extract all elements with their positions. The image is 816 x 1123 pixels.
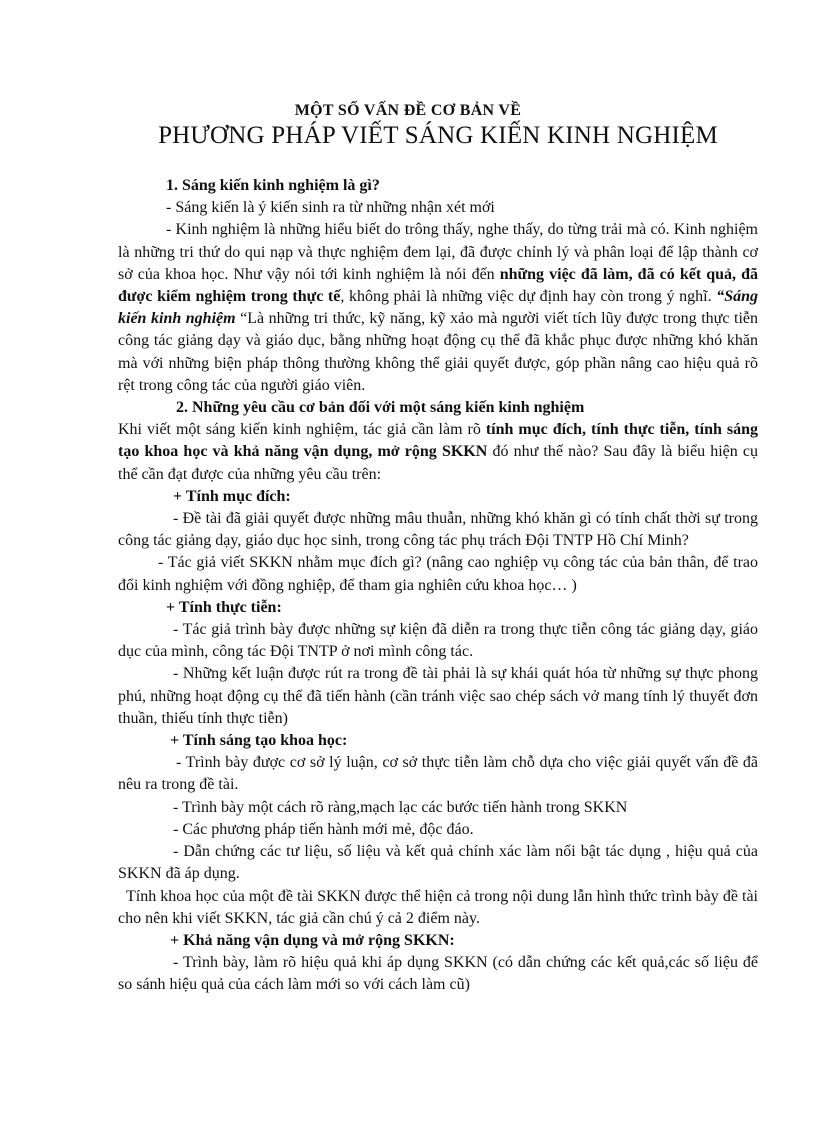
paragraph: Tính khoa học của một đề tài SKKN được thể hiện cả trong nội dung lẫn hình thức trình bày đề tài cho nên khi viết SKKN, tác giả cần chú ý cả 2 điểm này. (118, 887, 758, 927)
bold-italic-text: “Sáng kiến kinh nghiệm (118, 288, 758, 328)
criterion-heading: + Tính sáng tạo khoa học: (170, 732, 348, 750)
document-body (118, 175, 758, 997)
paragraph: - Dẫn chứng các tư liệu, số liệu và kết quả chính xác làm nổi bật tác dụng , hiệu quả của SKKN đã áp dụng. (118, 843, 758, 883)
paragraph: - Tác giả viết SKKN nhằm mục đích gì? (nâng cao nghiệp vụ công tác của bản thân, để trao đổi kinh nghiệm với đồng nghiệp, để tham gia nghiên cứu khoa học… ) (118, 554, 758, 594)
paragraph: - Tác giả trình bày được những sự kiện đã diễn ra trong thực tiễn công tác giảng dạy, giáo dục của mình, công tác Đội TNTP ở nơi mình công tác. (118, 621, 758, 661)
document-subtitle: MỘT SỐ VẤN ĐỀ CƠ BẢN VỀ (294, 102, 522, 119)
paragraph: - Sáng kiến là ý kiến sinh ra từ những nhận xét mới (166, 199, 495, 217)
text-run: - Kinh nghiệm là những hiểu biết do trông thấy, nghe thấy, do từng trải mà có. Kinh nghiệm là những tri thứ do qui nạp và thực nghiệm đem lại, đã được chỉnh lý và phân loại để lập thành cơ sở của khoa học. Như vậy nói tới kinh nghiệm là nói đến (118, 221, 758, 283)
criterion-heading: + Tính mục đích: (173, 487, 291, 505)
text-run: , không phải là những việc dự định hay còn trong ý nghĩ. (340, 288, 717, 306)
text-run: Khi viết một sáng kiến kinh nghiệm, tác giả cần làm rõ (118, 421, 486, 439)
criterion-heading: + Khả năng vận dụng và mở rộng SKKN: (170, 931, 455, 949)
section-1-heading: 1. Sáng kiến kinh nghiệm là gì? (166, 177, 380, 194)
paragraph (118, 419, 758, 486)
paragraph: - Trình bày được cơ sở lý luận, cơ sở thực tiễn làm chỗ dựa cho việc giải quyết vấn đề đã nêu ra trong đề tài. (118, 754, 758, 794)
paragraph: - Trình bày, làm rõ hiệu quả khi áp dụng SKKN (có dẫn chứng các kết quả,các số liệu để so sánh hiệu quả của cách làm mới so với cách làm cũ) (118, 954, 758, 994)
document-title: PHƯƠNG PHÁP VIẾT SÁNG KIẾN KINH NGHIỆM (158, 122, 718, 149)
criterion-heading: + Tính thực tiễn: (166, 598, 282, 616)
paragraph: - Trình bày một cách rõ ràng,mạch lạc các bước tiến hành trong SKKN (173, 798, 628, 816)
text-run: “Là những tri thức, kỹ năng, kỹ xảo mà người viết tích lũy được trong thực tiễn công tác giảng dạy và giáo dục, bằng những hoạt động cụ thể đã khắc phục được những khó khăn mà với những biện pháp thông thường không thể giải quyết được, góp phần nâng cao hiệu quả rõ rệt trong công tác của người giáo viên. (118, 310, 758, 394)
bold-text: những việc đã làm, đã có kết quả, đã được kiểm nghiệm trong thực tế (118, 265, 759, 306)
paragraph: - Đề tài đã giải quyết được những mâu thuẫn, những khó khăn gì có tính chất thời sự trong công tác giảng dạy, giáo dục học sinh, trong công tác phụ trách Đội TNTP Hồ Chí Minh? (118, 510, 758, 550)
paragraph: - Các phương pháp tiến hành mới mẻ, độc đáo. (173, 820, 474, 838)
paragraph (118, 219, 758, 397)
text-run: đó như thế nào? Sau đây là biểu hiện cụ thể cần đạt được của những yêu cầu trên: (118, 443, 759, 483)
bold-text: tính mục đích, tính thực tiễn, tính sáng tạo khoa học và khả năng vận dụng, mở rộng SKKN (118, 421, 758, 461)
section-2-heading: 2. Những yêu cầu cơ bản đối với một sáng kiến kinh nghiệm (176, 399, 585, 417)
paragraph: - Những kết luận được rút ra trong đề tài phải là sự khái quát hóa từ những sự thực phong phú, những hoạt động cụ thể đã tiến hành (cần tránh việc sao chép sách vở mang tính lý thuyết đơn thuần, thiếu tính thực tiễn) (118, 665, 758, 727)
